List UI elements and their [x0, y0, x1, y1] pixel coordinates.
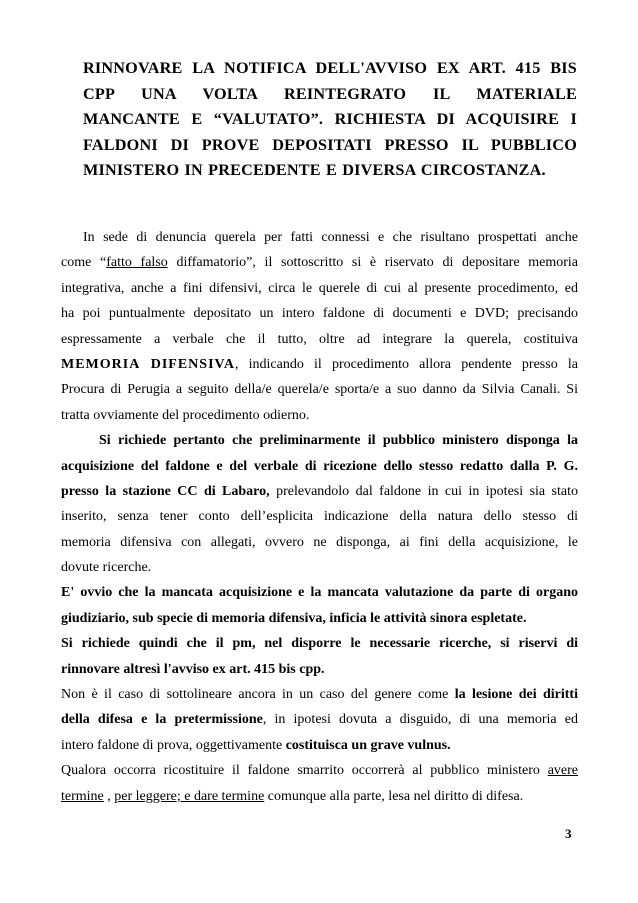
text-line: ha poi puntualmente depositato un intero faldone di documenti e DVD; precisando	[61, 306, 578, 322]
text-line: In sede di denuncia querela per fatti connessi e che risultano prospettati anche	[83, 230, 578, 245]
text-line: giudiziario, sub specie di memoria difensiva, inficia le attività sinora espletate.	[61, 610, 527, 626]
bold-text: la lesione dei diritti	[454, 687, 578, 703]
text-run: diffamatorio”, il sottoscritto si è riservato di depositare memoria	[167, 255, 578, 271]
text-line: Si richiede quindi che il pm, nel disporre le necessarie ricerche, si riservi di	[61, 636, 578, 652]
text-line: integrativa, anche a fini difensivi, circa le querele di cui al presente procedimento, ed	[61, 280, 578, 296]
underlined-text: fatto falso	[106, 255, 168, 271]
text-line	[61, 707, 578, 732]
text-line	[61, 758, 578, 783]
bold-text: costituisca un grave vulnus.	[285, 737, 451, 753]
text-line	[61, 479, 578, 504]
text-line: Si richiede pertanto che preliminarmente il pubblico ministero disponga la	[99, 433, 578, 449]
text-line: tratta ovviamente del procedimento odierno.	[61, 407, 310, 423]
page-number: 3	[565, 826, 572, 841]
text-line	[61, 352, 578, 377]
text-run: Non è il caso di sottolineare ancora in un caso del genere come	[61, 687, 455, 703]
heading-line: CPP UNA VOLTA REINTEGRATO IL MATERIALE	[83, 84, 577, 103]
text-run: , indicando il procedimento allora pendente presso la	[234, 356, 578, 372]
text-line: dovute ricerche.	[61, 560, 152, 576]
text-run: ,	[103, 788, 115, 804]
text-line: memoria difensiva con allegati, ovvero ne disponga, ai fini della acquisizione, le	[61, 534, 578, 550]
heading-line: FALDONI DI PROVE DEPOSITATI PRESSO IL PUBBLICO	[83, 135, 577, 154]
text-run: , in ipotesi dovuta a disguido, di una memoria ed	[262, 712, 578, 728]
text-line	[61, 784, 578, 809]
underlined-text: per leggere; e dare termine	[114, 788, 265, 804]
text-line: acquisizione del faldone e del verbale di ricezione dello stesso redatto dalla P. G.	[61, 458, 578, 474]
bold-text: presso la stazione CC di Labaro,	[61, 483, 270, 499]
underlined-text: termine	[61, 788, 104, 804]
heading-line: MINISTERO IN PRECEDENTE E DIVERSA CIRCOSTANZA.	[83, 161, 546, 180]
text-line: rinnovare altresì l'avviso ex art. 415 bis cpp.	[61, 661, 325, 677]
text-line	[61, 250, 578, 275]
heading-line: RINNOVARE LA NOTIFICA DELL'AVVISO EX ART. 415 BIS	[83, 59, 577, 77]
underlined-text: avere	[547, 763, 578, 779]
heading-line: MANCANTE E “VALUTATO”. RICHIESTA DI ACQUISIRE I	[83, 110, 577, 129]
text-run: prelevandolo dal faldone in cui in ipotesi sia stato	[269, 483, 578, 499]
bold-text: MEMORIA DIFENSIVA	[61, 356, 235, 372]
document-body	[61, 225, 578, 809]
text-line: inserito, senza tener conto dell’esplicita indicazione della natura dello stesso di	[61, 509, 578, 525]
text-run: comunque alla parte, lesa nel diritto di difesa.	[264, 788, 524, 804]
text-run: intero faldone di prova, oggettivamente	[61, 737, 286, 753]
bold-text: della difesa e la pretermissione	[61, 712, 263, 728]
text-run: come “	[61, 255, 107, 271]
text-line: Procura di Perugia a seguito della/e querela/e sporta/e a suo danno da Silvia Canali. Si	[61, 382, 578, 398]
text-line	[61, 733, 578, 758]
text-run: Qualora occorra ricostituire il faldone smarrito occorrerà al pubblico ministero	[61, 763, 548, 779]
text-line: E' ovvio che la mancata acquisizione e la mancata valutazione da parte di organo	[61, 585, 578, 601]
section-heading	[83, 56, 577, 184]
text-line	[61, 682, 578, 707]
text-line: espressamente a verbale che il tutto, oltre ad integrare la querela, costituiva	[61, 331, 578, 347]
